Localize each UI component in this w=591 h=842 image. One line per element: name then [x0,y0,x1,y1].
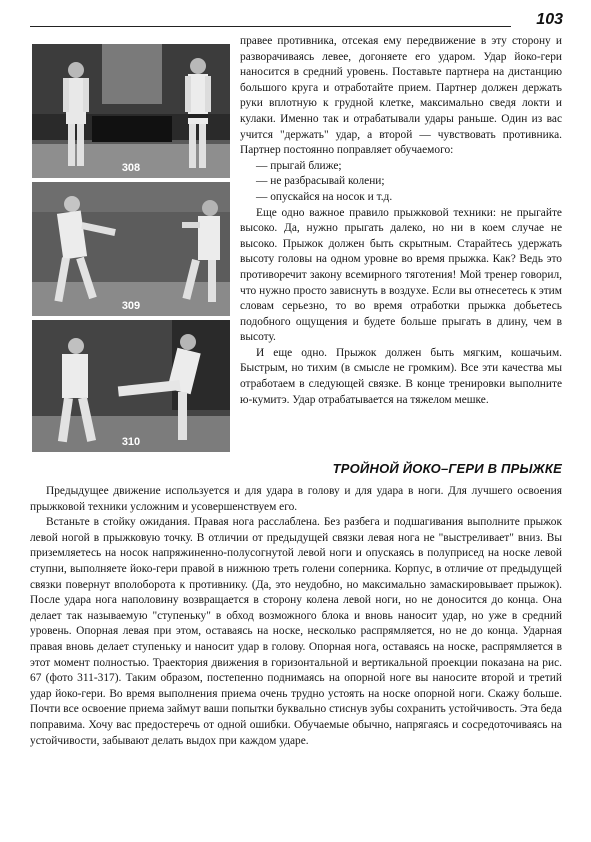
photo-caption-310: 310 [121,436,141,448]
main-paragraph-2: Встаньте в стойку ожидания. Правая нога расслаблена. Без разбега и подшагивания выполните прыжок левой ногой в прыжковую точку. В отличии от предыдущей связки левая нога не "выстреливает" вниз. Вы приземляетесь на носок напряжиненно-полусогнутой левой ноги и опускаясь в полуприсед на носке левой ступни, выполняете йоко-гери правой в нижнюю треть голени соперника. Корпус, в отличие от предыдущей связки повернут вполоборота к противнику. (Да, это неудобно, но максимально замаскировывает прыжок). После удара нога наполовину возвращается в сторону колена левой ноги, но не доносится до конца. Она делает так называемую "ступеньку" в обход возможного блока и вновь наносит удар, но уже в средний уровень. Опорная левая при этом, оставаясь на носке, несколько распрямляется, но не до конца. Ударная правая вновь делает ступеньку и наносит удар в голову. Опорная нога, оставаясь на носке, распрямляется в этот момент полностью. Траектория движения в горизонтальной и вертикальной проекции показана на рис. 67 (фото 311-317). Таким образом, постепенно поднимаясь на опорной ноге вы наносите второй и третий удар йоко-гери. Во время выполнения приема очень трудно устоять на носке опорной ноги. Скажу больше. Почти все освоение приема займут ваши попытки буквально стиснув зубы сохранить устойчивость. Эта беда поправима. Хочу вас предостеречь от одной ошибки. Обучаемые обычно, напрягаясь и сосредоточиваясь на устойчивости, забывают делать выдох при каждом ударе. [30,516,562,747]
photo-caption-308: 308 [121,162,141,174]
photo-310-image [32,320,230,452]
right-column-paragraph-3: И еще одно. Прыжок должен быть мягким, кошачьим. Быстрым, но тихим (в смысле не громким). Все эти качества мы отработаем в следующей связке. В конце тренировки выполните ю-кумитэ. Удар отрабатывается на тяжелом мешке. [240,346,562,406]
photo-caption-309: 309 [121,300,141,312]
photo-309-image [32,182,230,316]
main-body-text [30,484,562,749]
main-paragraph-1: Предыдущее движение используется и для удара в голову и для удара в ноги. Для лучшего освоения прыжковой техники усложним и усовершенствуем его. [30,485,562,513]
page-number: 103 [536,11,563,28]
right-column-paragraph-2: Еще одно важное правило прыжковой техники: не прыгайте высоко. Да, нужно прыгать далеко, но ни в коем случае не высоко. Прыжок должен быть скрытным. Старайтесь удержать высоту головы на одном уровне во время прыжка. Как? Ведь это противоречит закону всемирного тяготения! Мой тренер говорил, что нужно просто зависнуть в воздухе. Если вы отнесетесь к этим словам серьезно, то во время отработки прыжка добьетесь подобного ощущения и будете больше прыгать в длину, чем в высоту. [240,206,562,344]
photo-309 [32,182,230,316]
section-heading: ТРОЙНОЙ ЙОКО–ГЕРИ В ПРЫЖКЕ [332,461,562,476]
photo-310 [32,320,230,452]
right-column-paragraph-1: правее противника, отсекая ему передвижение в эту сторону и разворачиваясь левее, догоняете его ударом. Удар йоко-гери наносится в средний уровень. Поставьте партнера на дистанцию большого круга и отработайте прием. Партнер должен держать руки вплотную к грудной клетке, максимально сведя локти и кулаки. Именно так и отрабатывали удары раньше. Один из вас учится "держать" удар, а второй — чувствовать противника. Партнер постоянно поправляет обучаемого: [240,35,562,157]
list-item: — прыгай ближе; [256,159,342,172]
list-item: — опускайся на носок и т.д. [256,190,393,203]
partner-instruction-list [240,159,562,206]
photo-308-image [32,44,230,178]
header-rule [30,26,511,27]
right-column-text [240,34,562,408]
list-item: — не разбрасывай колени; [256,175,385,188]
photo-308 [32,44,230,178]
